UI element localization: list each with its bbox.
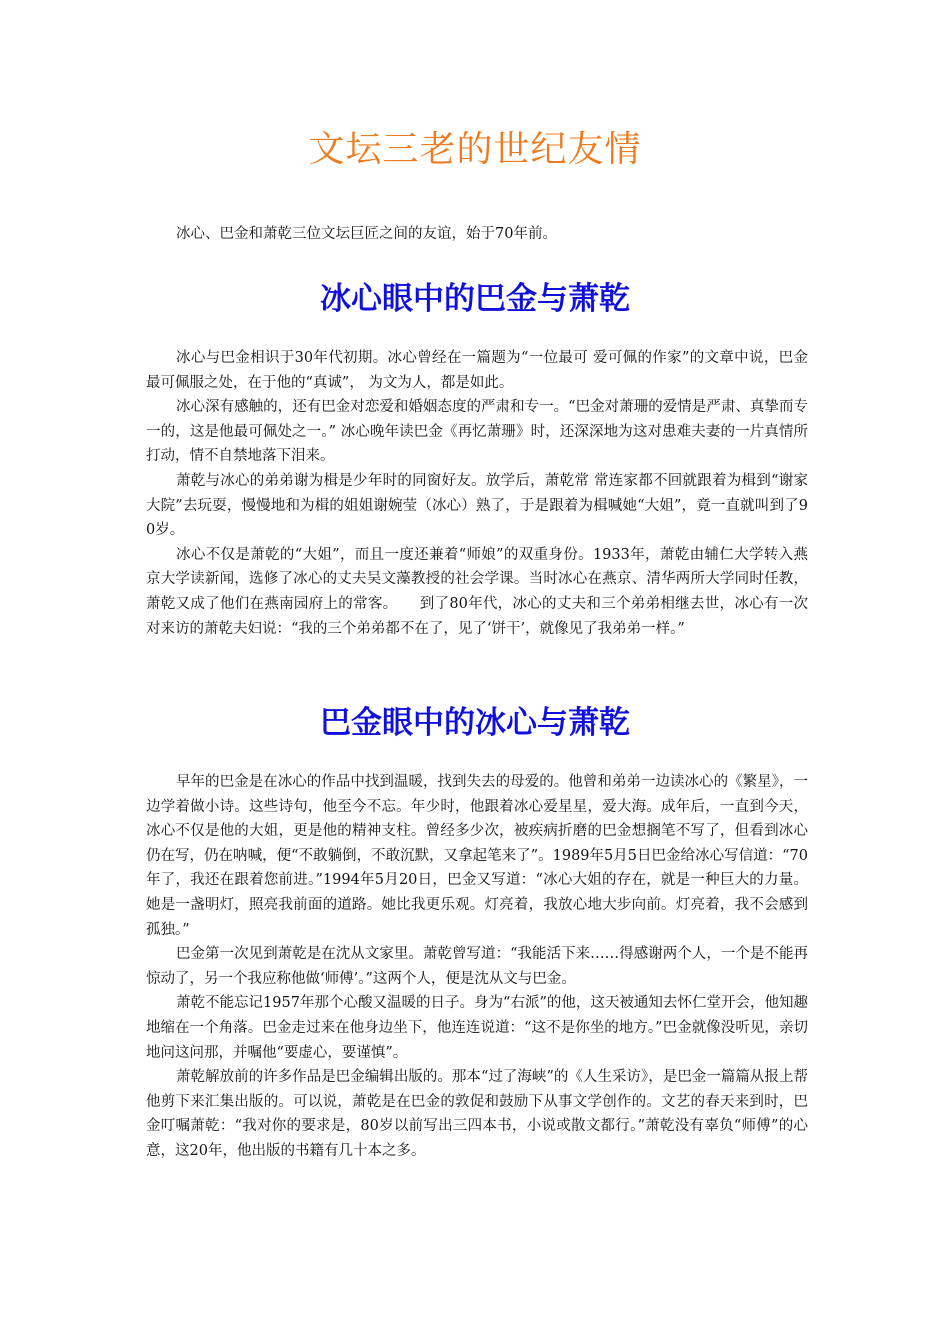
section-heading-bajin: 巴金眼中的冰心与萧乾 [320, 705, 630, 741]
body-paragraph: 早年的巴金是在冰心的作品中找到温暖，找到失去的母爱的。他曾和弟弟一边读冰心的《繁星》，一边学着做小诗。这些诗句，他至今不忘。年少时，他跟着冰心爱星星，爱大海。成年后，一直到今天，冰心不仅是他的大姐，更是他的精神支柱。曾经多少次，被疾病折磨的巴金想搁笔不写了，但看到冰心仍在写，仍在呐喊，便“不敢躺倒，不敢沉默，又拿起笔来了”。1989年5月5日巴金给冰心写信道：“70年了，我还在跟着您前进。”1994年5月20日，巴金又写道：“冰心大姐的存在，就是一种巨大的力量。她是一盏明灯，照亮我前面的道路。她比我更乐观。灯亮着，我放心地大步向前。灯亮着，我不会感到孤独。” [146, 774, 808, 938]
intro-block [146, 222, 808, 247]
section-heading-bingxin: 冰心眼中的巴金与萧乾 [320, 281, 630, 317]
document-title: 文坛三老的世纪友情 [308, 129, 642, 170]
body-paragraph: 冰心不仅是萧乾的“大姐”，而且一度还兼着“师娘”的双重身份。1933年，萧乾由辅仁大学转入燕京大学读新闻，选修了冰心的丈夫吴文藻教授的社会学课。当时冰心在燕京、清华两所大学同时任教，萧乾又成了他们在燕南园府上的常客。 到了80年代，冰心的丈夫和三个弟弟相继去世，冰心有一次对来访的萧乾夫妇说：“我的三个弟弟都不在了，见了‘饼干’，就像见了我弟弟一样。” [146, 546, 808, 637]
intro-paragraph: 冰心、巴金和萧乾三位文坛巨匠之间的友谊，始于70年前。 [176, 226, 557, 242]
body-paragraph: 萧乾解放前的许多作品是巴金编辑出版的。那本“过了海峡”的《人生采访》，是巴金一篇篇从报上帮他剪下来汇集出版的。可以说，萧乾是在巴金的敦促和鼓励下从事文学创作的。文艺的春天来到时，巴金叮嘱萧乾：“我对你的要求是，80岁以前写出三四本书，小说或散文都行。”萧乾没有辜负“师傅”的心意，这20年，他出版的书籍有几十本之多。 [146, 1069, 808, 1159]
body-paragraph: 冰心深有感触的，还有巴金对恋爱和婚姻态度的严肃和专一。“巴金对萧珊的爱情是严肃、真挚而专一的，这是他最可佩处之一。” 冰心晚年读巴金《再忆萧珊》时，还深深地为这对患难夫妻的一片真情所打动，情不自禁地落下泪来。 [146, 399, 808, 465]
section-body-bajin [146, 770, 808, 1164]
section-body-bingxin [146, 346, 808, 641]
body-paragraph: 萧乾不能忘记1957年那个心酸又温暖的日子。身为“右派”的他，这天被通知去怀仁堂开会，他知趣地缩在一个角落。巴金走过来在他身边坐下，他连连说道：“这不是你坐的地方。”巴金就像没听见，亲切地问这问那，并嘱他“要虚心，要谨慎”。 [146, 995, 808, 1061]
body-paragraph: 萧乾与冰心的弟弟谢为楫是少年时的同窗好友。放学后，萧乾常 常连家都不回就跟着为楫到“谢家大院”去玩耍，慢慢地和为楫的姐姐谢婉莹（冰心）熟了，于是跟着为楫喊她“大姐”，竟一直就叫到了90岁。 [146, 472, 808, 539]
body-paragraph: 巴金第一次见到萧乾是在沈从文家里。萧乾曾写道：“我能活下来……得感谢两个人，一个是不能再惊动了，另一个我应称他做‘师傅’。”这两个人，便是沈从文与巴金。 [146, 946, 808, 987]
body-paragraph: 冰心与巴金相识于30年代初期。冰心曾经在一篇题为“一位最可 爱可佩的作家”的文章中说，巴金最可佩服之处，在于他的“真诚”， 为文为人，都是如此。 [146, 350, 808, 391]
